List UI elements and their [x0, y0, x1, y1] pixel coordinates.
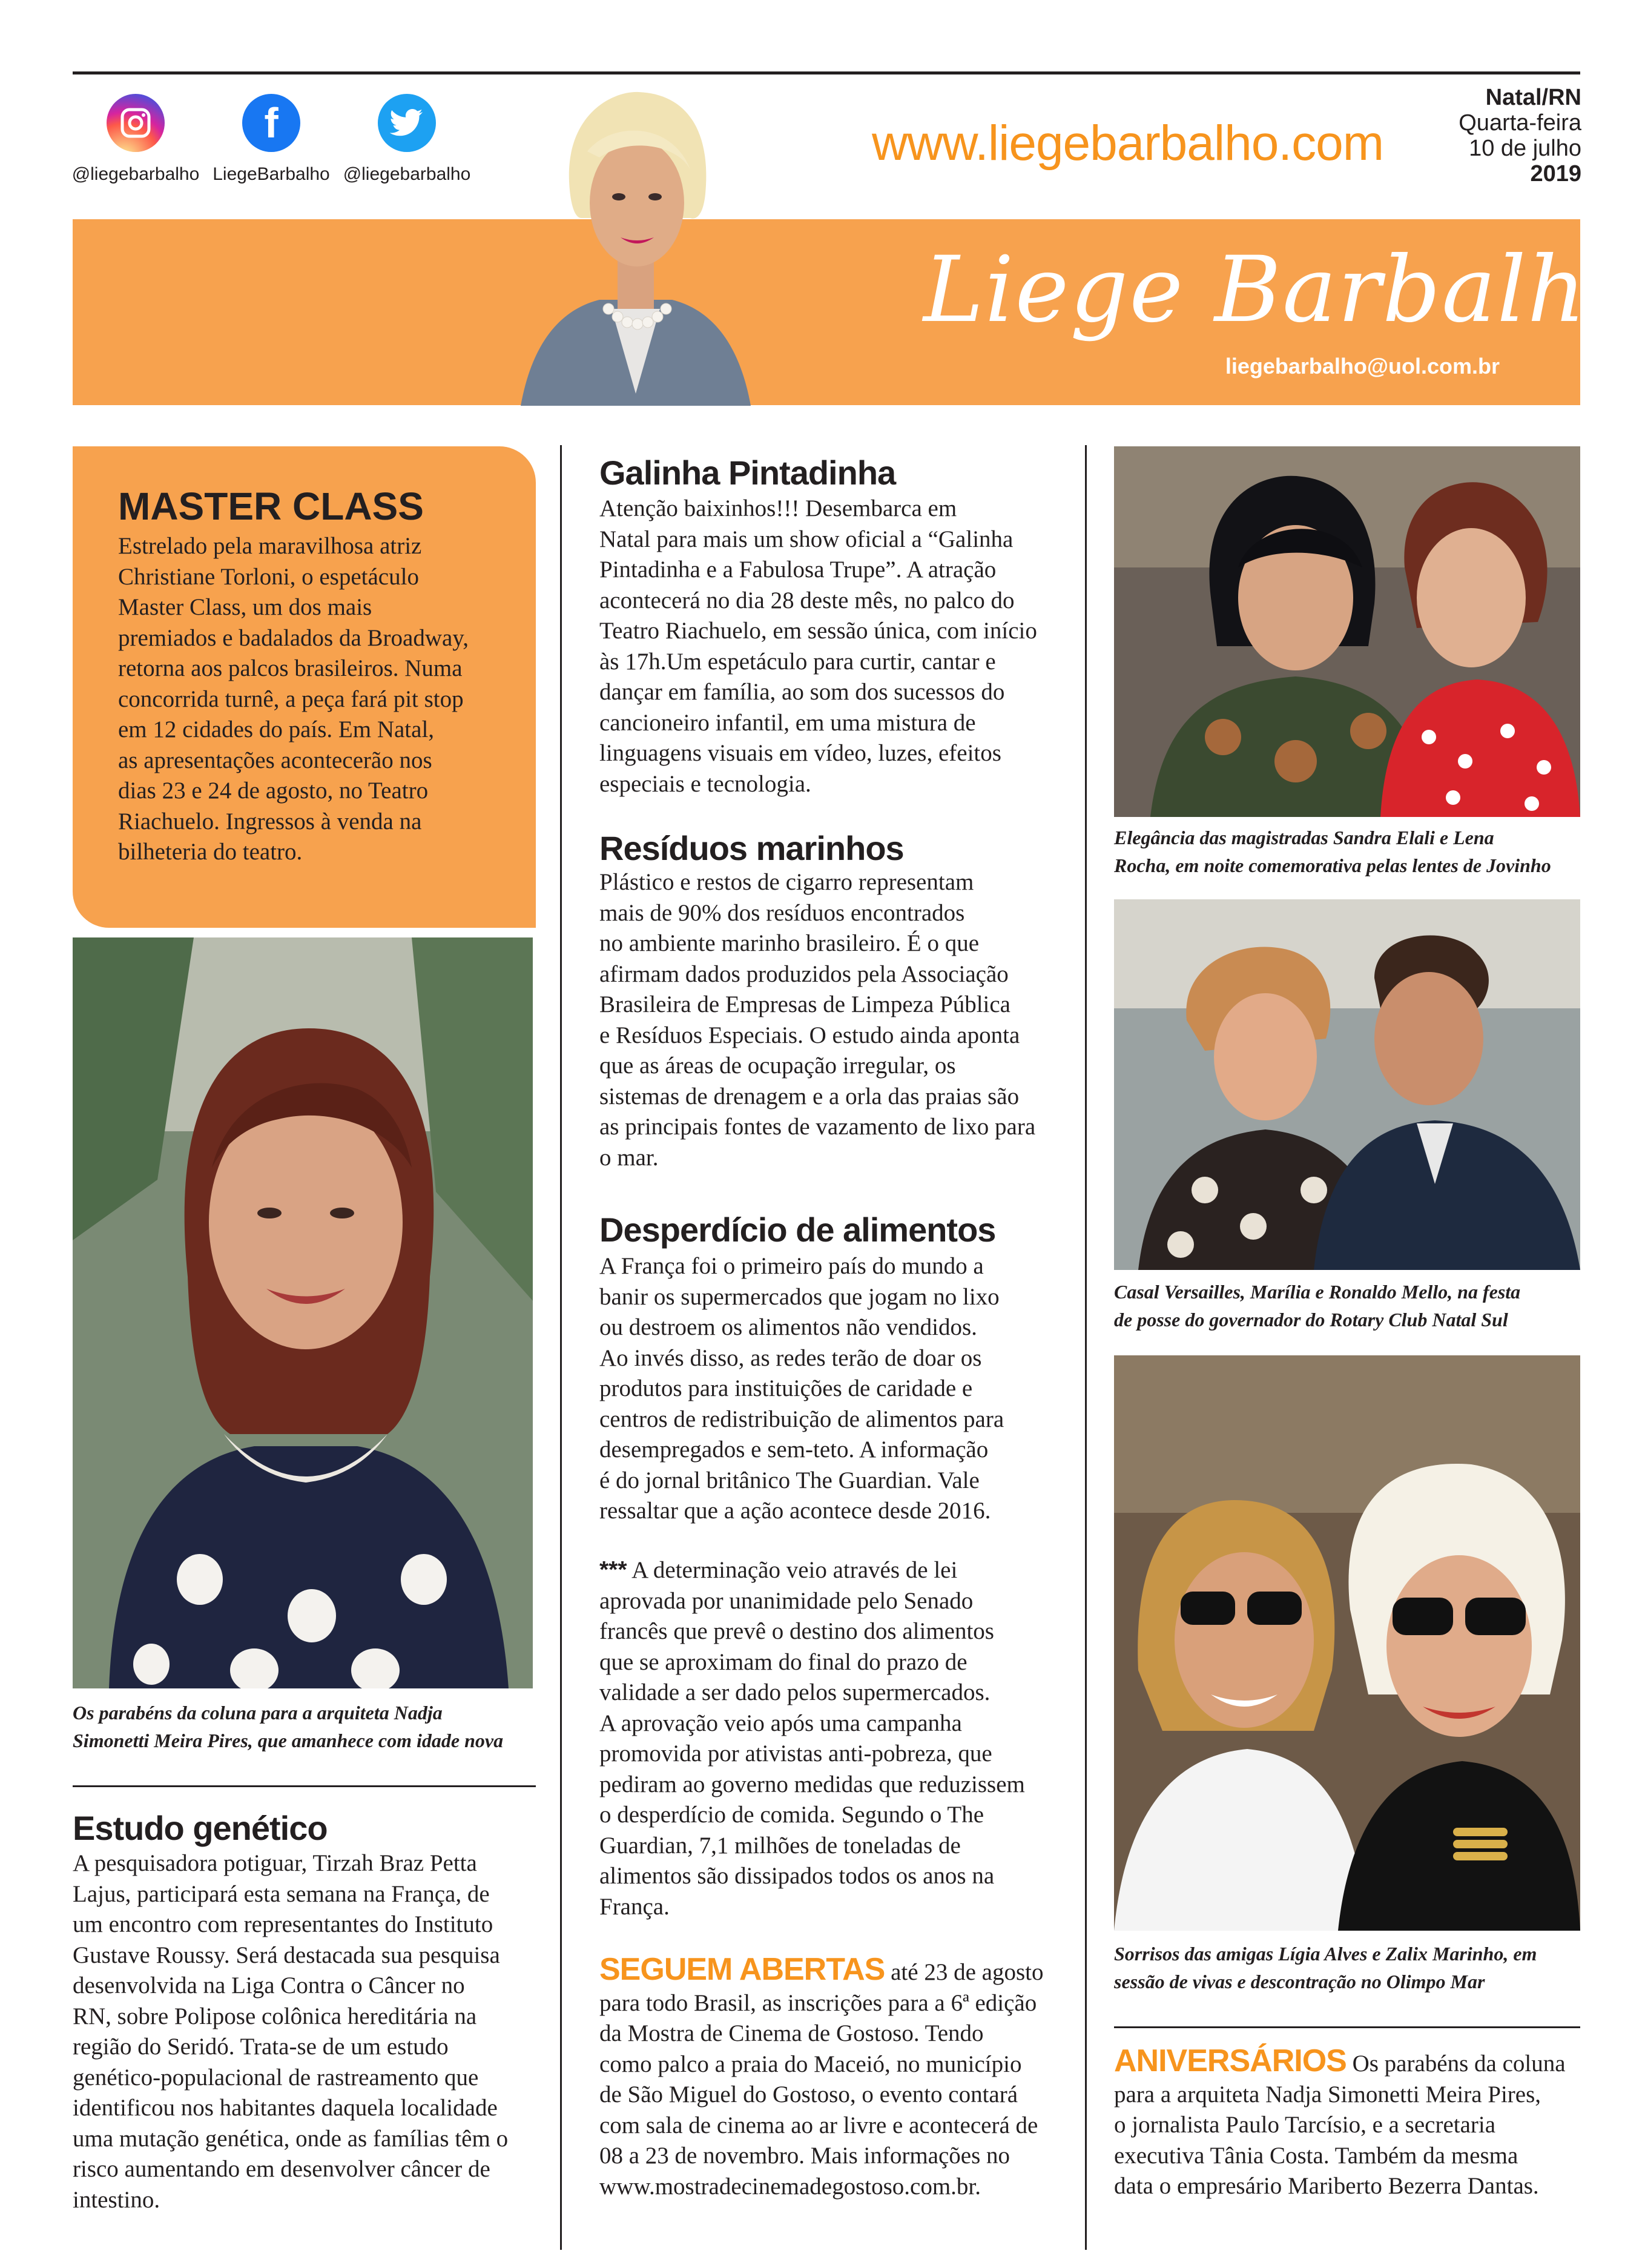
facebook-handle: LiegeBarbalho [213, 164, 330, 184]
aniversarios-body: Os parabéns da coluna para a arquiteta Nadja Simonetti Meira Pires, o jornalista Paulo Tarcísio, e a secretaria executiva Tânia Costa. Também da mesma data o empresário Mariberto Bezerra Dantas. [1114, 2051, 1566, 2199]
twitter-handle: @liegebarbalho [343, 164, 471, 184]
aniversarios-block [1114, 2043, 1586, 2202]
date: 10 de julho [1469, 136, 1581, 161]
column-rule-left [560, 445, 562, 2250]
date-block [1459, 85, 1581, 187]
estudo-body: A pesquisadora potiguar, Tirzah Braz Petta Lajus, participará esta semana na França, de um encontro com representantes do Instituto Gustave Roussy. Será destacada sua pesquisa desenvolvida na Liga Contra o Câncer no RN, sobre Polipose colônica hereditária na região do Seridó. Trata-se de um estudo genético-populacional de rastreamento que identificou nos habitantes daquela localidade uma mutação genética, onde as famílias têm o risco aumentando em desenvolver câncer de intestino. [73, 1850, 509, 2213]
stars: *** [599, 1557, 627, 1583]
facebook-icon: f [242, 94, 300, 152]
photo-casal-versailles [1114, 899, 1580, 1270]
left-divider [73, 1785, 536, 1787]
photo-amigas [1114, 1355, 1580, 1931]
photo-nadja [73, 937, 533, 1688]
year: 2019 [1530, 161, 1581, 187]
instagram-handle: @liegebarbalho [71, 164, 200, 184]
galinha-title: Galinha Pintadinha [599, 454, 896, 492]
social-instagram[interactable] [63, 94, 208, 185]
social-facebook[interactable] [199, 94, 344, 185]
seguem-lead: SEGUEM ABERTAS [599, 1952, 885, 1987]
weekday: Quarta-feira [1459, 110, 1581, 136]
caption-nadja: Os parabéns da coluna para a arquiteta Nadja Simonetti Meira Pires, que amanhece com idade nova [73, 1702, 504, 1751]
galinha-body: Atenção baixinhos!!! Desembarca em Natal para mais um show oficial a “Galinha Pintadinha e a Fabulosa Trupe”. A atração acontecerá no dia 28 deste mês, no palco do Teatro Riachuelo, em sessão única, com início às 17h.Um espetáculo para curtir, cantar e dançar em família, ao som dos sucessos do cancioneiro infantil, em uma mistura de linguagens visuais em vídeo, luzes, efeitos especiais e tecnologia. [599, 495, 1037, 797]
desperdicio-body-2 [599, 1555, 1078, 1922]
aniversarios-lead: ANIVERSÁRIOS [1114, 2043, 1347, 2078]
caption-amigas: Sorrisos das amigas Lígia Alves e Zalix Marinho, em sessão de vivas e descontração no Olimpo Mar [1114, 1943, 1537, 1992]
desperdicio-title: Desperdício de alimentos [599, 1211, 996, 1249]
photo-magistradas [1114, 446, 1580, 817]
seguem-body: até 23 de agosto para todo Brasil, as inscrições para a 6ª edição da Mostra de Cinema de Gostoso. Tendo como palco a praia do Maceió, no município de São Miguel do Gostoso, o evento contará com sala de cinema ao ar livre e acontecerá de 08 a 23 de novembro. Mais informações no www.mostradecinemadegostoso.com.br. [599, 1959, 1044, 2200]
right-divider [1114, 2026, 1580, 2028]
social-twitter[interactable] [334, 94, 480, 185]
twitter-icon [378, 94, 436, 152]
caption-casal-versailles: Casal Versailles, Marília e Ronaldo Mello, na festa de posse do governador do Rotary Club Natal Sul [1114, 1281, 1521, 1331]
website-link[interactable]: www.liegebarbalho.com [872, 116, 1384, 171]
desperdicio-body-2-text: A determinação veio através de lei aprovada por unanimidade pelo Senado francês que prevê o destino dos alimentos que se aproximam do final do prazo de validade a ser dado pelos supermercados. A aprovação veio após uma campanha promovida por ativistas anti-pobreza, que pediram ao governo medidas que reduzissem o desperdício de comida. Segundo o The Guardian, 7,1 milhões de toneladas de alimentos são dissipados todos os anos na França. [599, 1557, 1025, 1920]
residuos-body: Plástico e restos de cigarro representam mais de 90% dos resíduos encontrados no ambiente marinho brasileiro. É o que afirmam dados produzidos pela Associação Brasileira de Empresas de Limpeza Pública e Resíduos Especiais. O estudo ainda aponta que as áreas de ocupação irregular, os sistemas de drenagem e a orla das praias são as principais fontes de vazamento de lixo para o mar. [599, 869, 1036, 1171]
residuos-title: Resíduos marinhos [599, 829, 904, 867]
master-class-title: MASTER CLASS [118, 484, 424, 528]
desperdicio-body: A França foi o primeiro país do mundo a banir os supermercados que jogam no lixo ou destroem os alimentos não vendidos. Ao invés disso, as redes terão de doar os produtos para instituições de caridade e centros de redistribuição de alimentos para desempregados e sem-teto. A informação é do jornal britânico The Guardian. Vale ressaltar que a ação acontece desde 2016. [599, 1253, 1004, 1524]
city: Natal/RN [1485, 85, 1581, 110]
caption-magistradas: Elegância das magistradas Sandra Elali e Lena Rocha, em noite comemorativa pelas lentes de Jovinho [1114, 827, 1551, 876]
master-class-body: Estrelado pela maravilhosa atriz Christiane Torloni, o espetáculo Master Class, um dos mais premiados e badalados da Broadway, retorna aos palcos brasileiros. Numa concorrida turnê, a peça fará pit stop em 12 cidades do país. Em Natal, as apresentações acontecerão nos dias 23 e 24 de agosto, no Teatro Riachuelo. Ingressos à venda na bilheteria do teatro. [118, 533, 469, 865]
column-rule-right [1085, 445, 1087, 2250]
seguem-block [599, 1954, 1078, 2202]
columnist-name: Liege Barbalho [923, 237, 1643, 343]
estudo-title: Estudo genético [73, 1809, 328, 1847]
top-rule [73, 71, 1580, 74]
instagram-icon [107, 94, 165, 152]
columnist-email[interactable]: liegebarbalho@uol.com.br [1225, 354, 1500, 379]
columnist-portrait [509, 79, 763, 406]
